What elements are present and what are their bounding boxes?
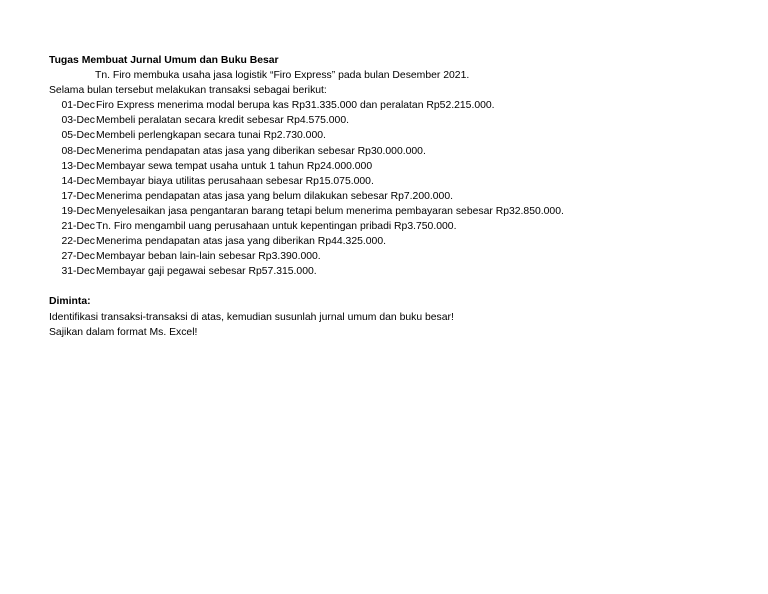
- transaction-date: 03-Dec: [61, 115, 95, 127]
- transaction-list: [49, 98, 749, 279]
- transaction-description: Membayar biaya utilitas perusahaan sebesar Rp15.075.000.: [96, 175, 374, 187]
- transaction-description: Firo Express menerima modal berupa kas Rp31.335.000 dan peralatan Rp52.215.000.: [96, 100, 495, 112]
- transaction-date: 31-Dec: [61, 266, 95, 278]
- transaction-description: Menerima pendapatan atas jasa yang belum dilakukan sebesar Rp7.200.000.: [96, 190, 453, 202]
- lead-text: Selama bulan tersebut melakukan transaksi sebagai berikut:: [49, 85, 327, 97]
- transaction-date: 01-Dec: [61, 100, 95, 112]
- intro-paragraph: Tn. Firo membuka usaha jasa logistik “Firo Express” pada bulan Desember 2021.: [95, 70, 470, 82]
- transaction-row: [49, 174, 749, 189]
- transaction-date: 27-Dec: [61, 251, 95, 263]
- transaction-row: [49, 264, 749, 279]
- transaction-row: [49, 249, 749, 264]
- transaction-row: [49, 234, 749, 249]
- transaction-date: 08-Dec: [61, 145, 95, 157]
- transaction-description: Menerima pendapatan atas jasa yang diberikan sebesar Rp30.000.000.: [96, 145, 426, 157]
- spacer: [49, 279, 749, 294]
- transaction-description: Tn. Firo mengambil uang perusahaan untuk kepentingan pribadi Rp3.750.000.: [96, 221, 457, 233]
- assignment-sheet: [49, 53, 749, 340]
- transaction-row: [49, 189, 749, 204]
- transaction-row: [49, 159, 749, 174]
- transaction-date: 19-Dec: [61, 205, 95, 217]
- transaction-description: Membeli peralatan secara kredit sebesar Rp4.575.000.: [96, 115, 349, 127]
- transaction-description: Menyelesaikan jasa pengantaran barang tetapi belum menerima pembayaran sebesar Rp32.850.000.: [96, 205, 564, 217]
- requirements-heading: Diminta:: [49, 296, 91, 308]
- transaction-date: 17-Dec: [61, 190, 95, 202]
- transaction-date: 22-Dec: [61, 236, 95, 248]
- transaction-row: [49, 219, 749, 234]
- document-title: Tugas Membuat Jurnal Umum dan Buku Besar: [49, 55, 279, 66]
- transaction-row: [49, 98, 749, 113]
- transaction-row: [49, 144, 749, 159]
- requirement-line: Sajikan dalam format Ms. Excel!: [49, 326, 198, 338]
- transaction-date: 05-Dec: [61, 130, 95, 142]
- transaction-row: [49, 204, 749, 219]
- transaction-description: Membayar beban lain-lain sebesar Rp3.390.000.: [96, 251, 321, 263]
- transaction-description: Membayar gaji pegawai sebesar Rp57.315.000.: [96, 266, 317, 278]
- transaction-description: Membayar sewa tempat usaha untuk 1 tahun Rp24.000.000: [96, 160, 373, 172]
- transaction-date: 14-Dec: [61, 175, 95, 187]
- transaction-description: Membeli perlengkapan secara tunai Rp2.730.000.: [96, 130, 326, 142]
- transaction-row: [49, 113, 749, 128]
- requirement-line: Identifikasi transaksi-transaksi di atas, kemudian susunlah jurnal umum dan buku besar!: [49, 311, 454, 323]
- transaction-row: [49, 128, 749, 143]
- transaction-description: Menerima pendapatan atas jasa yang diberikan Rp44.325.000.: [96, 236, 386, 248]
- transaction-date: 21-Dec: [61, 221, 95, 233]
- transaction-date: 13-Dec: [61, 160, 95, 172]
